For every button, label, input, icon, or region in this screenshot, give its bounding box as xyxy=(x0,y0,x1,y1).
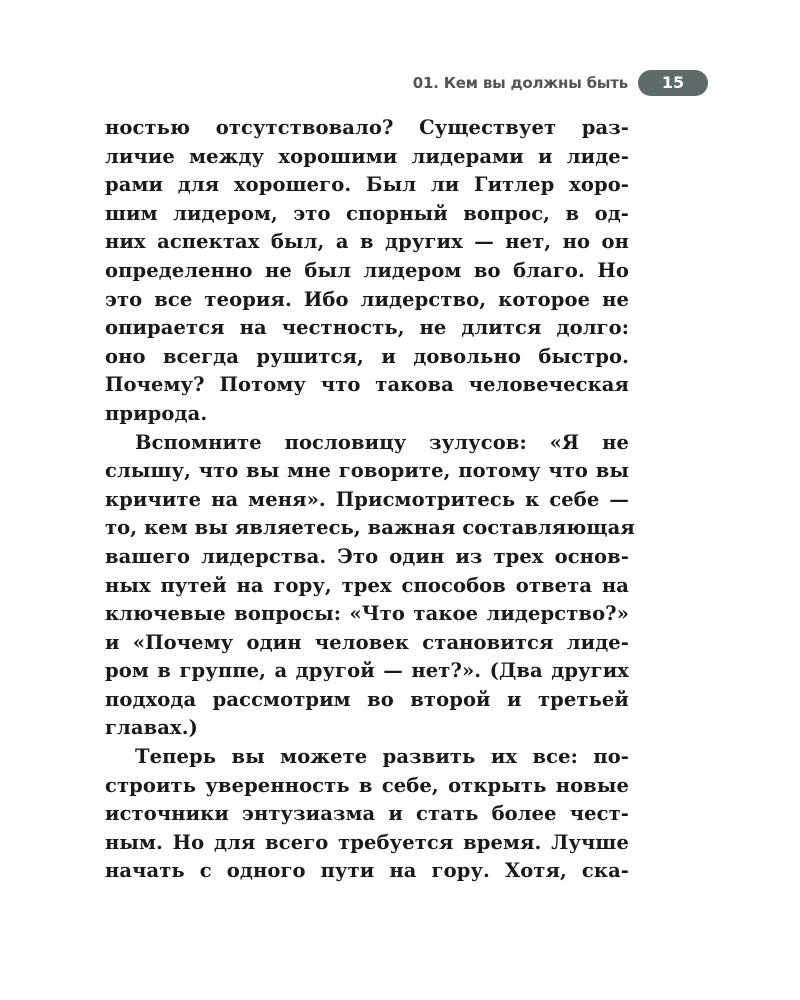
text-line: ностью отсутствовало? Существует раз- xyxy=(105,116,629,139)
text-line: слышу, что вы мне говорите, потому что вы xyxy=(105,459,629,483)
text-line: ключевые вопросы: «Что такое лидерство?» xyxy=(105,602,629,626)
text-line: них аспектах был, а в других — нет, но он xyxy=(105,230,629,254)
text-line: ным. Но для всего требуется время. Лучше xyxy=(105,830,629,854)
body-text xyxy=(105,114,635,886)
text-line: главах.) xyxy=(105,716,198,740)
paragraph-first-line: Теперь вы можете развить их все: по- xyxy=(135,745,629,769)
text-line: Почему? Потому что такова человеческая xyxy=(105,373,629,397)
text-line: оно всегда рушится, и довольно быстро. xyxy=(105,344,629,368)
text-line: начать с одного пути на гору. Хотя, ска- xyxy=(105,859,629,883)
text-line: строить уверенность в себе, открыть новые xyxy=(105,773,629,797)
text-line: определенно не был лидером во благо. Но xyxy=(105,258,629,282)
text-line: вашего лидерства. Это один из трех основ- xyxy=(105,544,629,568)
text-line: ром в группе, а другой — нет?». (Два других xyxy=(105,659,629,683)
text-line: природа. xyxy=(105,401,208,425)
paragraph-first-line: Вспомните пословицу зулусов: «Я не xyxy=(135,430,629,454)
text-line: это все теория. Ибо лидерство, которое не xyxy=(105,287,629,311)
text-line: кричите на меня». Присмотритесь к себе — xyxy=(105,487,629,511)
text-line: шим лидером, это спорный вопрос, в од- xyxy=(105,201,629,225)
page-number-badge: 15 xyxy=(638,70,708,96)
text-line: и «Почему один человек становится лиде- xyxy=(105,630,629,654)
running-header xyxy=(413,70,708,96)
text-line: опирается на честность, не длится долго: xyxy=(105,316,629,340)
text-line: личие между хорошими лидерами и лиде- xyxy=(105,144,629,168)
text-line: то, кем вы являетесь, важная составляющая xyxy=(105,516,635,540)
text-line: источники энтузиазма и стать более чест- xyxy=(105,802,629,826)
chapter-title: 01. Кем вы должны быть xyxy=(412,74,628,92)
text-line: ных путей на гору, трех способов ответа на xyxy=(105,573,629,597)
text-line: подхода рассмотрим во второй и третьей xyxy=(105,687,629,711)
text-line: рами для хорошего. Был ли Гитлер хоро- xyxy=(105,173,629,197)
